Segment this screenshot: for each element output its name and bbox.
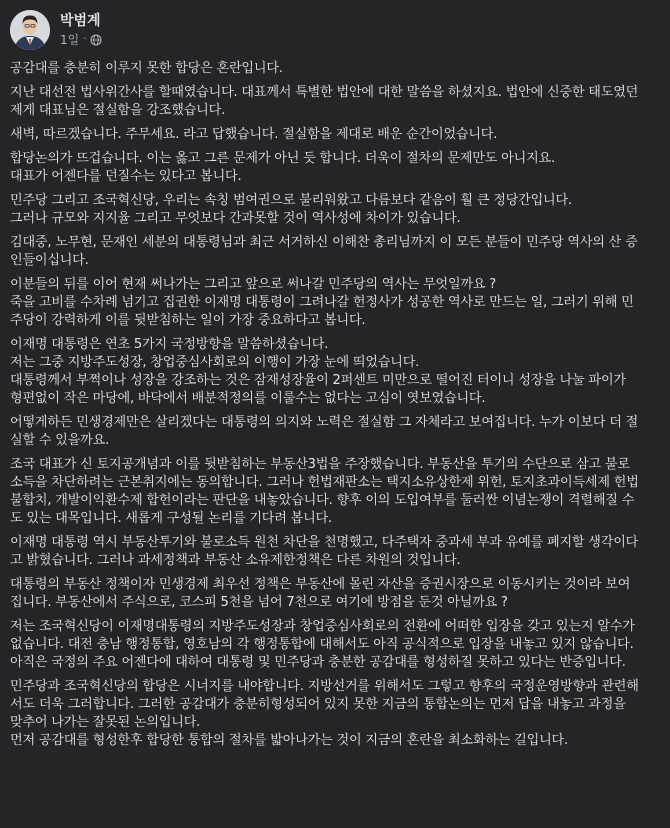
post-text-line: 형편없이 작은 마당에, 바닥에서 배분적정의를 이룰수는 없다는 고심이 엿보였습니다. [10, 391, 486, 406]
avatar-image [10, 10, 50, 50]
avatar[interactable] [10, 10, 50, 50]
post-time[interactable]: 1일 [60, 33, 80, 47]
post-text-line: 인들이십니다. [10, 253, 89, 268]
post-paragraph [10, 576, 656, 612]
post-text-line: 대통령의 부동산 정책이자 민생경제 최우선 정책은 부동산에 몰린 자산을 증권시장으로 이동시키는 것이라 보여 [10, 577, 631, 592]
post-text-line: 새벽, 따르겠습니다. 주무세요. 라고 답했습니다. 절실함을 제대로 배운 순간이었습니다. [10, 127, 498, 142]
post-text-line: 죽을 고비를 수차례 넘기고 집권한 이재명 대통령이 그려나갈 헌정사가 성공한 역사로 만드는 일, 그러기 위해 민 [10, 295, 634, 310]
post-text-line: 제게 대표님은 절실함을 강조했습니다. [10, 103, 226, 118]
post-paragraph [10, 336, 656, 408]
post-text-line: 이재명 대통령은 연초 5가지 국정방향을 말씀하셨습니다. [10, 337, 329, 352]
post-text-line: 어떻게하든 민생경제만은 살리겠다는 대통령의 의지와 노력은 절실함 그 자체라고 보여집니다. 누가 이보다 더 절 [10, 415, 639, 430]
post-paragraph [10, 678, 656, 750]
post-paragraph [10, 456, 656, 528]
post-paragraph [10, 414, 656, 450]
post-paragraph [10, 60, 656, 78]
post-text-line: 먼저 공감대를 형성한후 합당한 통합의 절차를 밟아나가는 것이 지금의 혼란을 최소화하는 길입니다. [10, 733, 568, 748]
post-text-line: 소득을 차단하려는 근본취지에는 동의합니다. 그러나 헌법재판소는 택지소유상한제 위헌, 토지초과이득세제 헌법 [10, 475, 639, 490]
author-name[interactable]: 박범계 [60, 13, 101, 29]
post-text-line: 저는 조국혁신당이 이재명대통령의 지방주도성장과 창업중심사회로의 전환에 어떠한 입장을 갖고 있는지 알수가 [10, 619, 635, 634]
post-paragraph [10, 276, 656, 330]
post-text-line: 저는 그중 지방주도성장, 창업중심사회로의 이행이 가장 눈에 띄었습니다. [10, 355, 420, 370]
post-paragraph [10, 618, 656, 672]
post-text-line: 대표가 어젠다를 던질수는 있다고 봅니다. [10, 169, 242, 184]
post-text-line: 합당논의가 뜨겁습니다. 이는 옳고 그른 문제가 아닌 듯 합니다. 더욱이 절차의 문제만도 아니지요. [10, 151, 555, 166]
post-paragraph [10, 192, 656, 228]
post-text-line: 아직은 국정의 주요 어젠다에 대하여 대통령 및 민주당과 충분한 공감대를 형성하질 못하고 있다는 반증입니다. [10, 655, 626, 670]
post-text-line: 실할 수 있을까요. [10, 433, 110, 448]
post-text-line: 없습니다. 대전 충남 행정통합, 영호남의 각 행정통합에 대해서도 아직 공식적으로 입장을 내놓고 있지 않습니다. [10, 637, 634, 652]
globe-icon[interactable] [90, 34, 102, 46]
post-text-line: 도 있는 대목입니다. 새롭게 구성될 논리를 기다려 봅니다. [10, 511, 332, 526]
post-meta [60, 32, 102, 48]
post-text-line: 집니다. 부동산에서 주식으로, 코스피 5천을 넘어 7천으로 여기에 방점을 둔것 아닐까요 ? [10, 595, 508, 610]
post-paragraph [10, 126, 656, 144]
post-text-line: 김대중, 노무현, 문재인 세분의 대통령님과 최근 서거하신 이해찬 총리님까지 이 모든 분들이 민주당 역사의 산 증 [10, 235, 638, 250]
post-paragraph [10, 84, 656, 120]
post-text-line: 조국 대표가 신 토지공개념과 이를 뒷받침하는 부동산3법을 주장했습니다. 부동산을 투기의 수단으로 삼고 불로 [10, 457, 630, 472]
post-text-line: 이재명 대통령 역시 부동산투기와 불로소득 원천 차단을 천명했고, 다주택자 중과세 부과 유예를 폐지할 생각이다 [10, 535, 639, 550]
post-text-line: 대통령께서 부쩍이나 성장을 강조하는 것은 잠재성장율이 2퍼센트 미만으로 떨어진 터이니 성장을 나눌 파이가 [10, 373, 626, 388]
post-text-line: 민주당과 조국혁신당의 합당은 시너지를 내야합니다. 지방선거를 위해서도 그렇고 향후의 국정운영방향과 관련해 [10, 679, 639, 694]
meta-separator: · [83, 34, 87, 45]
post-text-line: 이분들의 뒤를 이어 현재 써나가는 그리고 앞으로 써나갈 민주당의 역사는 무엇일까요 ? [10, 277, 497, 292]
post-paragraph [10, 234, 656, 270]
post-text-line: 고 밝혔습니다. 그러나 과세정책과 부동산 소유제한정책은 다른 차원의 것입니다. [10, 553, 461, 568]
post-text-line: 그러나 규모와 지지율 그리고 무엇보다 간과못할 것이 역사성에 차이가 있습니다. [10, 211, 461, 226]
post-body [10, 60, 656, 750]
post-text-line: 맞추어 나가는 잘못된 논의입니다. [10, 715, 201, 730]
post-header [10, 8, 656, 52]
post-text-line: 공감대를 충분히 이루지 못한 합당은 혼란입니다. [10, 61, 283, 76]
post-text-line: 민주당 그리고 조국혁신당, 우리는 속칭 범여권으로 불리워왔고 다름보다 같음이 훨 큰 정당간입니다. [10, 193, 572, 208]
post-author-block [60, 12, 102, 48]
post-text-line: 주당이 강력하게 이를 뒷받침하는 일이 가장 중요하다고 봅니다. [10, 313, 366, 328]
post-paragraph [10, 534, 656, 570]
post-text-line: 지난 대선전 법사위간사를 할때였습니다. 대표께서 특별한 법안에 대한 말씀을 하셨지요. 법안에 신중한 태도였던 [10, 85, 639, 100]
post-text-line: 불합치, 개발이익환수제 합헌이라는 판단을 내놓았습니다. 향후 이의 도입여부를 둘러싼 이념논쟁이 격렬해질 수 [10, 493, 635, 508]
post-paragraph [10, 150, 656, 186]
post-text-line: 서도 더욱 그러합니다. 그러한 공감대가 충분히형성되어 있지 못한 지금의 통합논의는 먼저 답을 내놓고 과정을 [10, 697, 626, 712]
